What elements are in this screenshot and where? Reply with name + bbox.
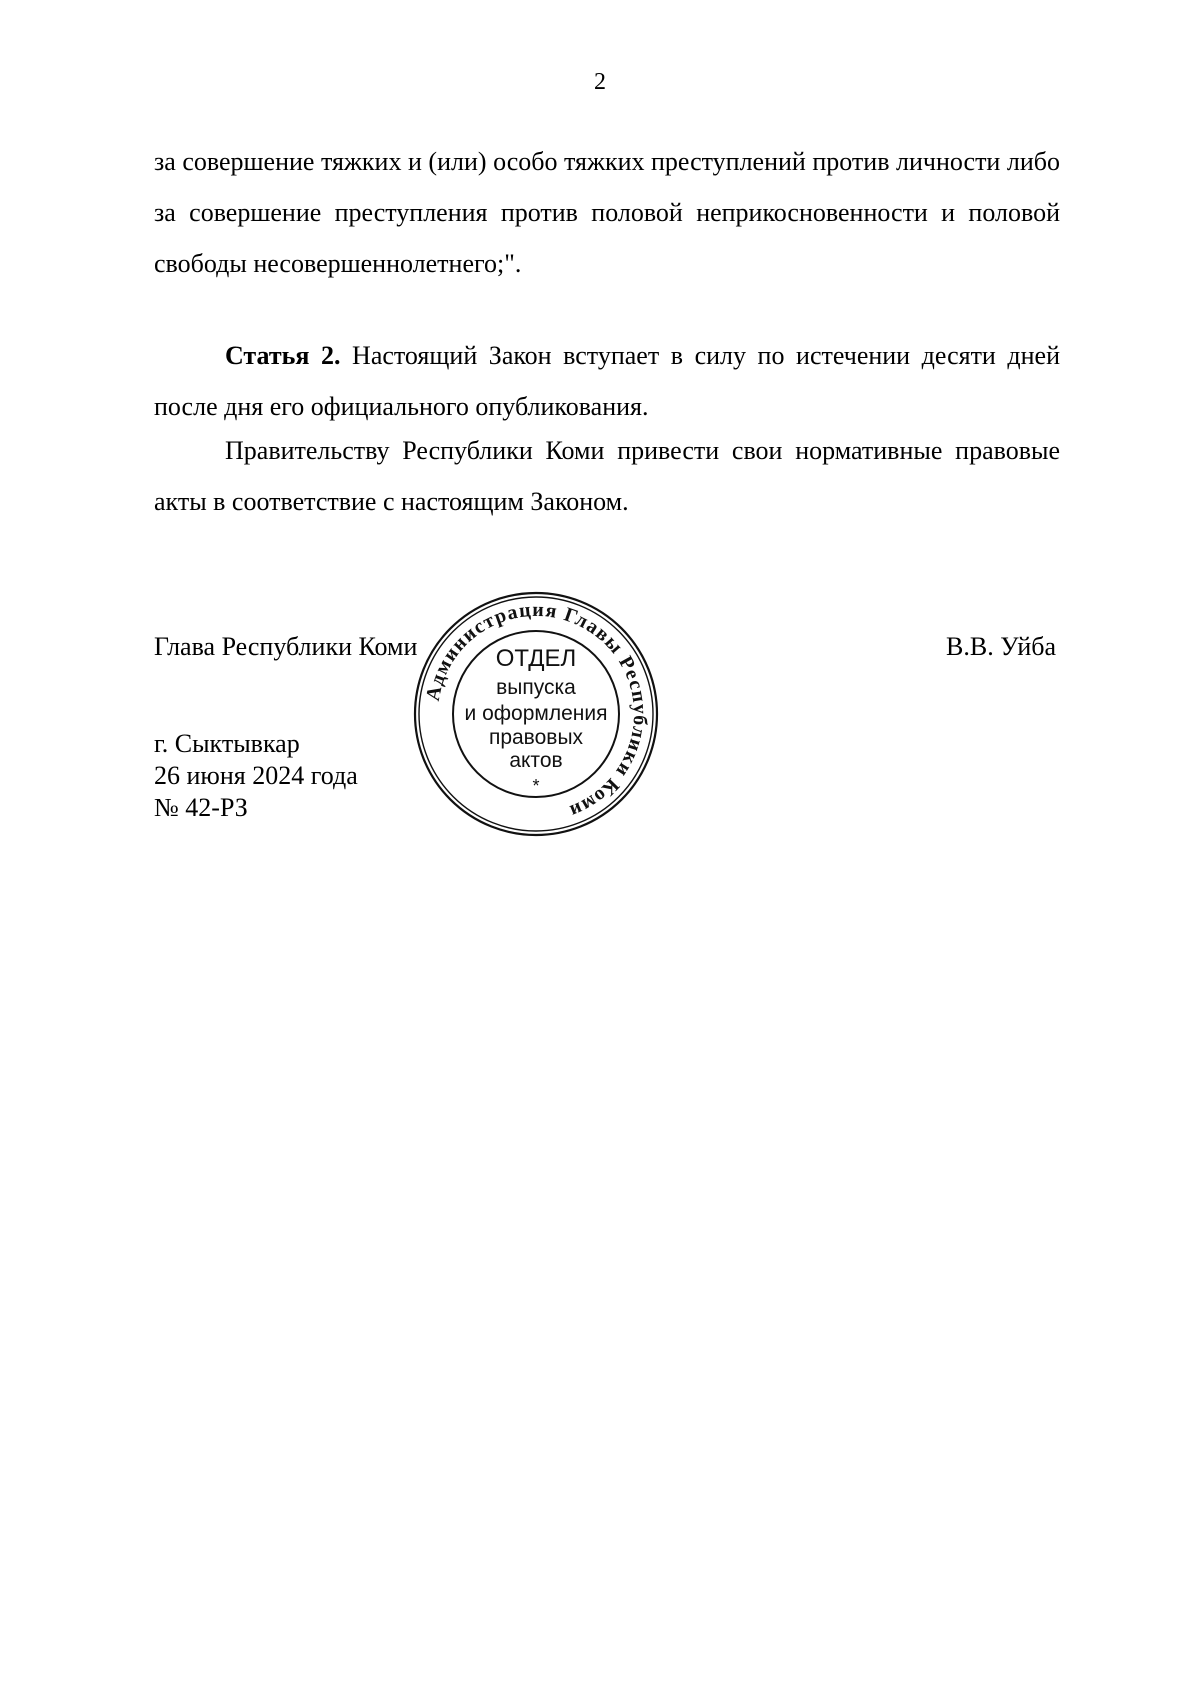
stamp-ring-text: Администрация Главы Республики Коми xyxy=(421,598,652,823)
article-2-text: Настоящий Закон вступает в силу по истечении десяти дней после дня его официального опубликования. xyxy=(154,341,1061,421)
law-number: № 42-РЗ xyxy=(154,793,248,822)
signatory-name: В.В. Уйба xyxy=(946,632,1056,661)
stamp-line-5: актов xyxy=(509,749,563,772)
stamp-line-3: и оформления xyxy=(464,702,608,725)
stamp-line-4: правовых xyxy=(488,726,584,749)
stamp-line-2: выпуска xyxy=(496,676,576,699)
signatory-title: Глава Республики Коми xyxy=(154,632,418,661)
stamp-line-1: ОТДЕЛ xyxy=(495,645,577,672)
date: 26 июня 2024 года xyxy=(154,761,358,790)
paragraph-continuation: за совершение тяжких и (или) особо тяжких преступлений против личности либо за совершение преступления против половой неприкосновенности и половой свободы несовершеннолетнего;". xyxy=(154,147,1060,278)
city: г. Сыктывкар xyxy=(154,729,300,758)
paragraph-government-instruction: Правительству Республики Коми привести свои нормативные правовые акты в соответствие с настоящим Законом. xyxy=(154,436,1060,516)
stamp-seal-icon xyxy=(412,590,660,838)
page-number: 2 xyxy=(594,69,606,95)
stamp-star: * xyxy=(532,776,540,796)
article-2-label: Статья 2. xyxy=(225,341,341,370)
document-meta xyxy=(154,728,358,824)
paragraph-article-2 xyxy=(154,330,1060,432)
official-stamp xyxy=(412,590,660,838)
